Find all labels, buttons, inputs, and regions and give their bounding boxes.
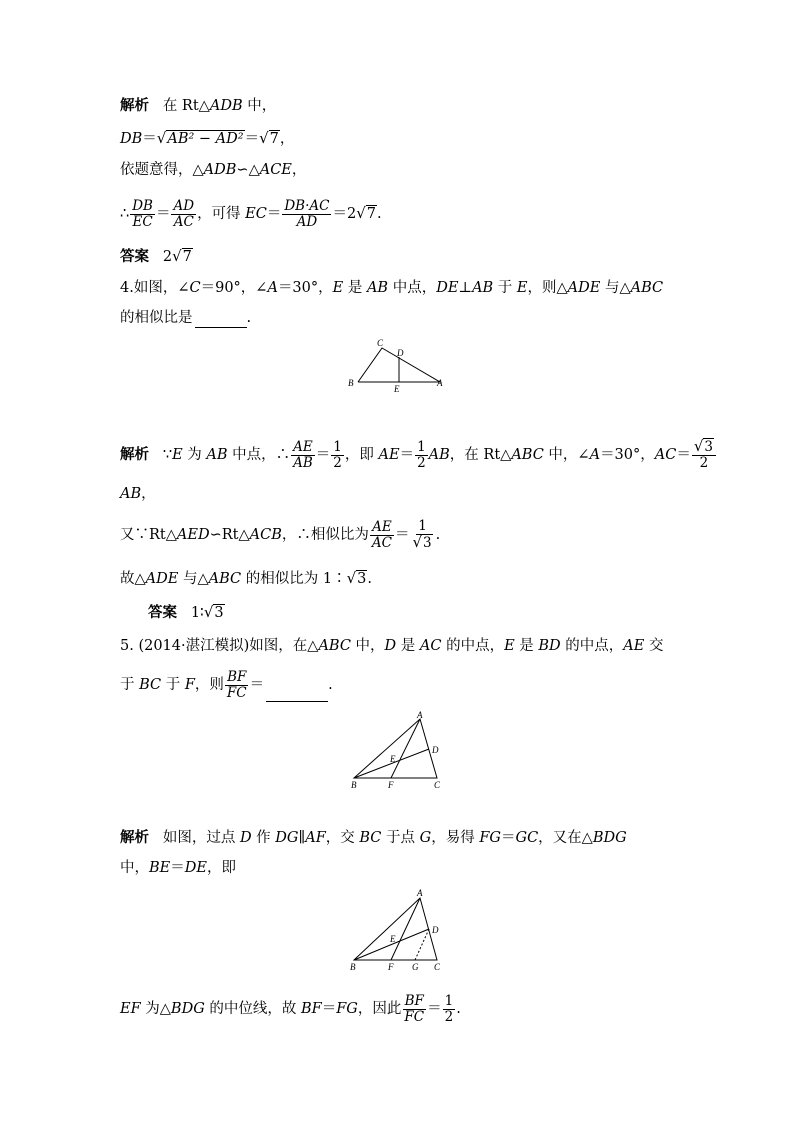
triangle-figure-5 xyxy=(345,710,455,794)
solution4-line2: AB， xyxy=(120,486,156,502)
solution3-line4: ∴ $\frac{DB}{EC}$ ＝ $\frac{AD}{AC}$ ，可得 EC＝ $\frac{DB\cdot AC}{AD}$ ＝2√7. xyxy=(120,197,382,230)
problem4-line1: 4.如图，∠C＝90°，∠A＝30°，E 是 AB 中点，DE⊥AB 于 E，则△ADE 与△ABC xyxy=(120,280,664,296)
label-b: B xyxy=(348,378,354,388)
fraction: $\frac{AE}{AC}$ xyxy=(371,518,392,551)
solution4-line3: 又∵Rt△AED∽Rt△ACB，∴相似比为 $\frac{AE}{AC}$ ＝ $\frac{1}{√3}$ . xyxy=(120,518,441,551)
solution-heading: 解析 xyxy=(120,97,149,114)
solution-heading: 解析 xyxy=(120,829,149,846)
label-c: C xyxy=(434,962,441,972)
label-a: A xyxy=(417,888,423,898)
fraction: $\frac{AE}{AB}$ xyxy=(293,438,313,471)
sqrt-expression: √7 xyxy=(172,247,192,265)
fraction: $\frac{DB}{EC}$ xyxy=(132,197,153,230)
label-e: E xyxy=(390,934,396,944)
label-a: A xyxy=(417,710,423,720)
fraction: $\frac{1}{√3}$ xyxy=(412,518,432,551)
label-e: E xyxy=(390,754,396,764)
answer-heading: 答案 xyxy=(120,248,149,265)
fraction: $\frac{AD}{AC}$ xyxy=(173,197,195,230)
problem4-line2: 的相似比是 . xyxy=(120,310,252,326)
solution4-line4: 故△ADE 与△ABC 的相似比为 1∶√3. xyxy=(120,569,372,587)
answer3: 答案 2√7 xyxy=(120,247,192,265)
fraction: $\frac{1}{2}$ xyxy=(333,438,342,471)
sqrt-expression: √AB² − AD² xyxy=(156,129,244,147)
answer-heading: 答案 xyxy=(148,604,177,621)
label-b: B xyxy=(351,780,357,790)
sqrt-expression: √3 xyxy=(346,569,367,587)
label-c: C xyxy=(377,338,384,348)
triangle-figure-4 xyxy=(340,336,460,398)
label-f: F xyxy=(388,780,394,790)
solution3-line1: 解析 在 Rt△ADB 中， xyxy=(120,97,277,114)
solution3-line2: DB＝√AB² − AD²＝√7， xyxy=(120,129,295,147)
triangle-figure-5-solution xyxy=(345,886,455,974)
fraction: $\frac{√3}{2}$ xyxy=(692,439,716,471)
sqrt-expression: √3 xyxy=(203,603,224,621)
solution5-line2: 中，BE＝DE，即 xyxy=(120,860,236,876)
label-e: E xyxy=(394,384,400,394)
fraction: $\frac{1}{2}$ xyxy=(444,992,454,1025)
label-d: D xyxy=(432,745,439,755)
solution5-line3: EF 为△BDG 的中位线，故 BF＝FG，因此 $\frac{BF}{FC}$ ＝ $\frac{1}{2}$ . xyxy=(120,992,461,1025)
problem5-line2: 于 BC 于 F，则 $\frac{BF}{FC}$ ＝ . xyxy=(120,668,333,701)
solution-heading: 解析 xyxy=(120,446,149,463)
label-d: D xyxy=(397,348,404,358)
problem5-line1: 5. (2014·湛江模拟)如图，在△ABC 中，D 是 AC 的中点，E 是 BD 的中点，AE 交 xyxy=(120,638,664,654)
label-g: G xyxy=(412,962,419,972)
solution3-line3: 依题意得，△ADB∽△ACE， xyxy=(120,162,307,178)
label-c: C xyxy=(434,780,441,790)
answer-blank[interactable] xyxy=(266,685,328,702)
label-d: D xyxy=(432,925,439,935)
solution5-line1: 解析 如图，过点 D 作 DG∥AF，交 BC 于点 G，易得 FG＝GC，又在△BDG xyxy=(120,829,627,846)
label-a: A xyxy=(437,378,443,388)
answer4: 答案 1∶√3 xyxy=(148,603,224,621)
label-f: F xyxy=(388,962,394,972)
solution4-line1: 解析 ∵E 为 AB 中点，∴ $\frac{AE}{AB}$ ＝ $\frac{1}{2}$ ，即 AE＝ $\frac{1}{2}$ AB，在 Rt△ABC 中，∠A＝30°，AC＝ $\frac{√3}{2}$ xyxy=(120,438,717,472)
fraction: $\frac{DB\cdot AC}{AD}$ xyxy=(284,197,330,230)
sqrt-expression: √7 xyxy=(259,129,279,147)
fraction: $\frac{BF}{FC}$ xyxy=(226,668,247,701)
label-b: B xyxy=(350,962,356,972)
fraction: $\frac{1}{2}$ xyxy=(417,438,426,471)
fraction: $\frac{BF}{FC}$ xyxy=(404,992,425,1025)
sqrt-expression: √7 xyxy=(356,204,377,222)
answer-blank[interactable] xyxy=(195,311,247,328)
